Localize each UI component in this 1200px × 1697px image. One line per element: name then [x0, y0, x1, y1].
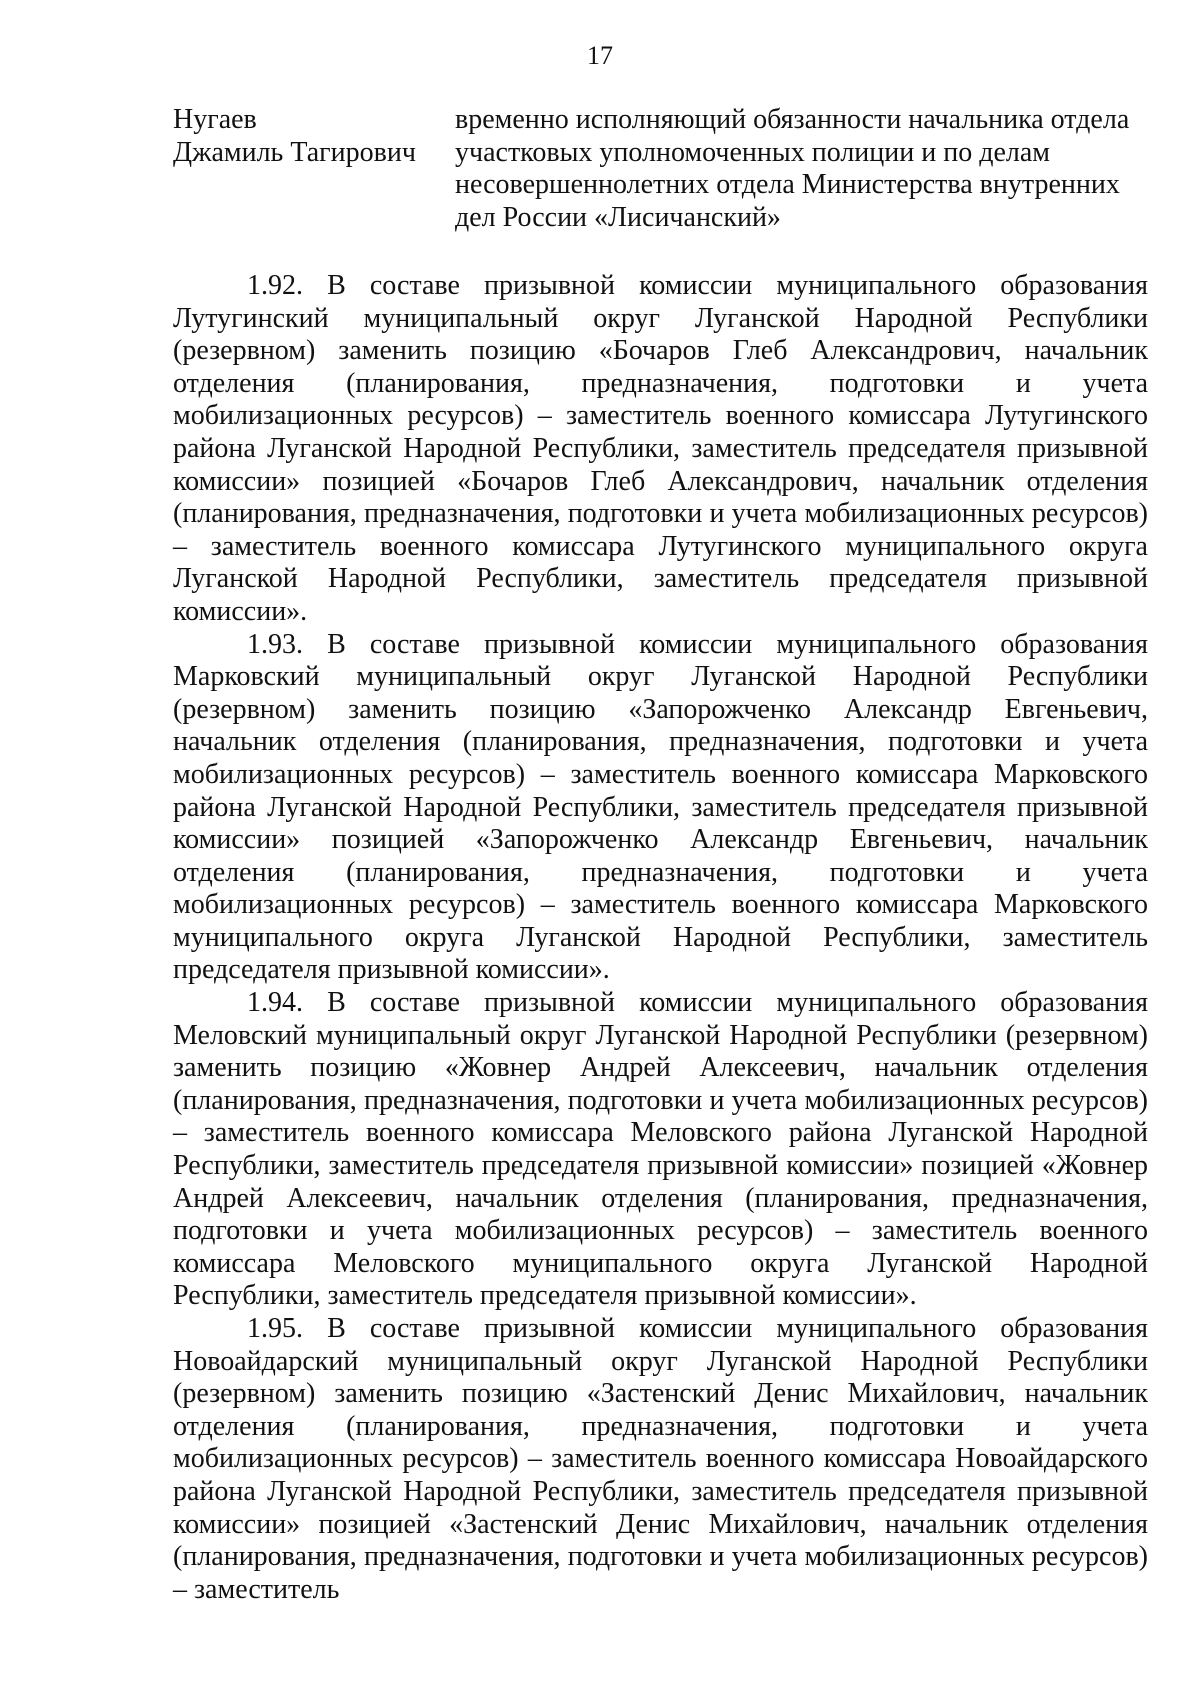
paragraph-1-92 [173, 270, 1148, 629]
paragraph-1-94 [173, 987, 1148, 1313]
paragraph-1-95 [173, 1313, 1148, 1606]
person-entry [173, 104, 1148, 234]
document-body [173, 270, 1148, 1606]
paragraph-number: 1.93. [247, 628, 303, 660]
page-number: 17 [587, 41, 613, 70]
paragraph-text: В составе призывной комиссии муниципального образования Лутугинский муниципальный округ Луганской Народной Республики (резервном) заменить позицию «Бочаров Глеб Александрович, начальник отделения (планирования, предназначения, подготовки и учета мобилизационных ресурсов) – заместитель военного комиссара Лутугинского района Луганской Народной Республики, заместитель председателя призывной комиссии» позицией «Бочаров Глеб Александрович, начальник отделения (планирования, предназначения, подготовки и учета мобилизационных ресурсов) – заместитель военного комиссара Лутугинского муниципального округа Луганской Народной Республики, заместитель председателя призывной комиссии». [173, 270, 1149, 627]
person-name [173, 104, 455, 234]
paragraph-text: В составе призывной комиссии муниципального образования Марковский муниципальный округ Луганской Народной Республики (резервном) заменить позицию «Запорожченко Александр Евгеньевич, начальник отделения (планирования, предназначения, подготовки и учета мобилизационных ресурсов) – заместитель военного комиссара Марковского района Луганской Народной Республики, заместитель председателя призывной комиссии» позицией «Запорожченко Александр Евгеньевич, начальник отделения (планирования, предназначения, подготовки и учета мобилизационных ресурсов) – заместитель военного комиссара Марковского муниципального округа Луганской Народной Республики, заместитель председателя призывной комиссии». [173, 628, 1149, 986]
paragraph-text: В составе призывной комиссии муниципального образования Меловский муниципальный округ Луганской Народной Республики (резервном) заменить позицию «Жовнер Андрей Алексеевич, начальник отделения (планирования, предназначения, подготовки и учета мобилизационных ресурсов) – заместитель военного комиссара Меловского района Луганской Народной Республики, заместитель председателя призывной комиссии» позицией «Жовнер Андрей Алексеевич, начальник отделения (планирования, предназначения, подготовки и учета мобилизационных ресурсов) – заместитель военного комиссара Меловского муниципального округа Луганской Народной Республики, заместитель председателя призывной комиссии». [173, 987, 1149, 1312]
person-given-names: Джамиль Тагирович [173, 136, 416, 168]
paragraph-text: В составе призывной комиссии муниципального образования Новоайдарский муниципальный округ Луганской Народной Республики (резервном) заменить позицию «Застенский Денис Михайлович, начальник отделения (планирования, предназначения, подготовки и учета мобилизационных ресурсов) – заместитель военного комиссара Новоайдарского района Луганской Народной Республики, заместитель председателя призывной комиссии» позицией «Застенский Денис Михайлович, начальник отделения (планирования, предназначения, подготовки и учета мобилизационных ресурсов) – заместитель [173, 1313, 1149, 1605]
person-surname: Нугаев [173, 104, 257, 135]
paragraph-number: 1.94. [247, 987, 303, 1019]
paragraph-1-93 [173, 629, 1148, 988]
person-position: временно исполняющий обязанности начальника отдела участковых уполномоченных полиции и по делам несовершеннолетних отдела Министерства внутренних дел России «Лисичанский» [455, 104, 1130, 233]
paragraph-number: 1.95. [247, 1313, 303, 1344]
paragraph-number: 1.92. [247, 270, 303, 301]
